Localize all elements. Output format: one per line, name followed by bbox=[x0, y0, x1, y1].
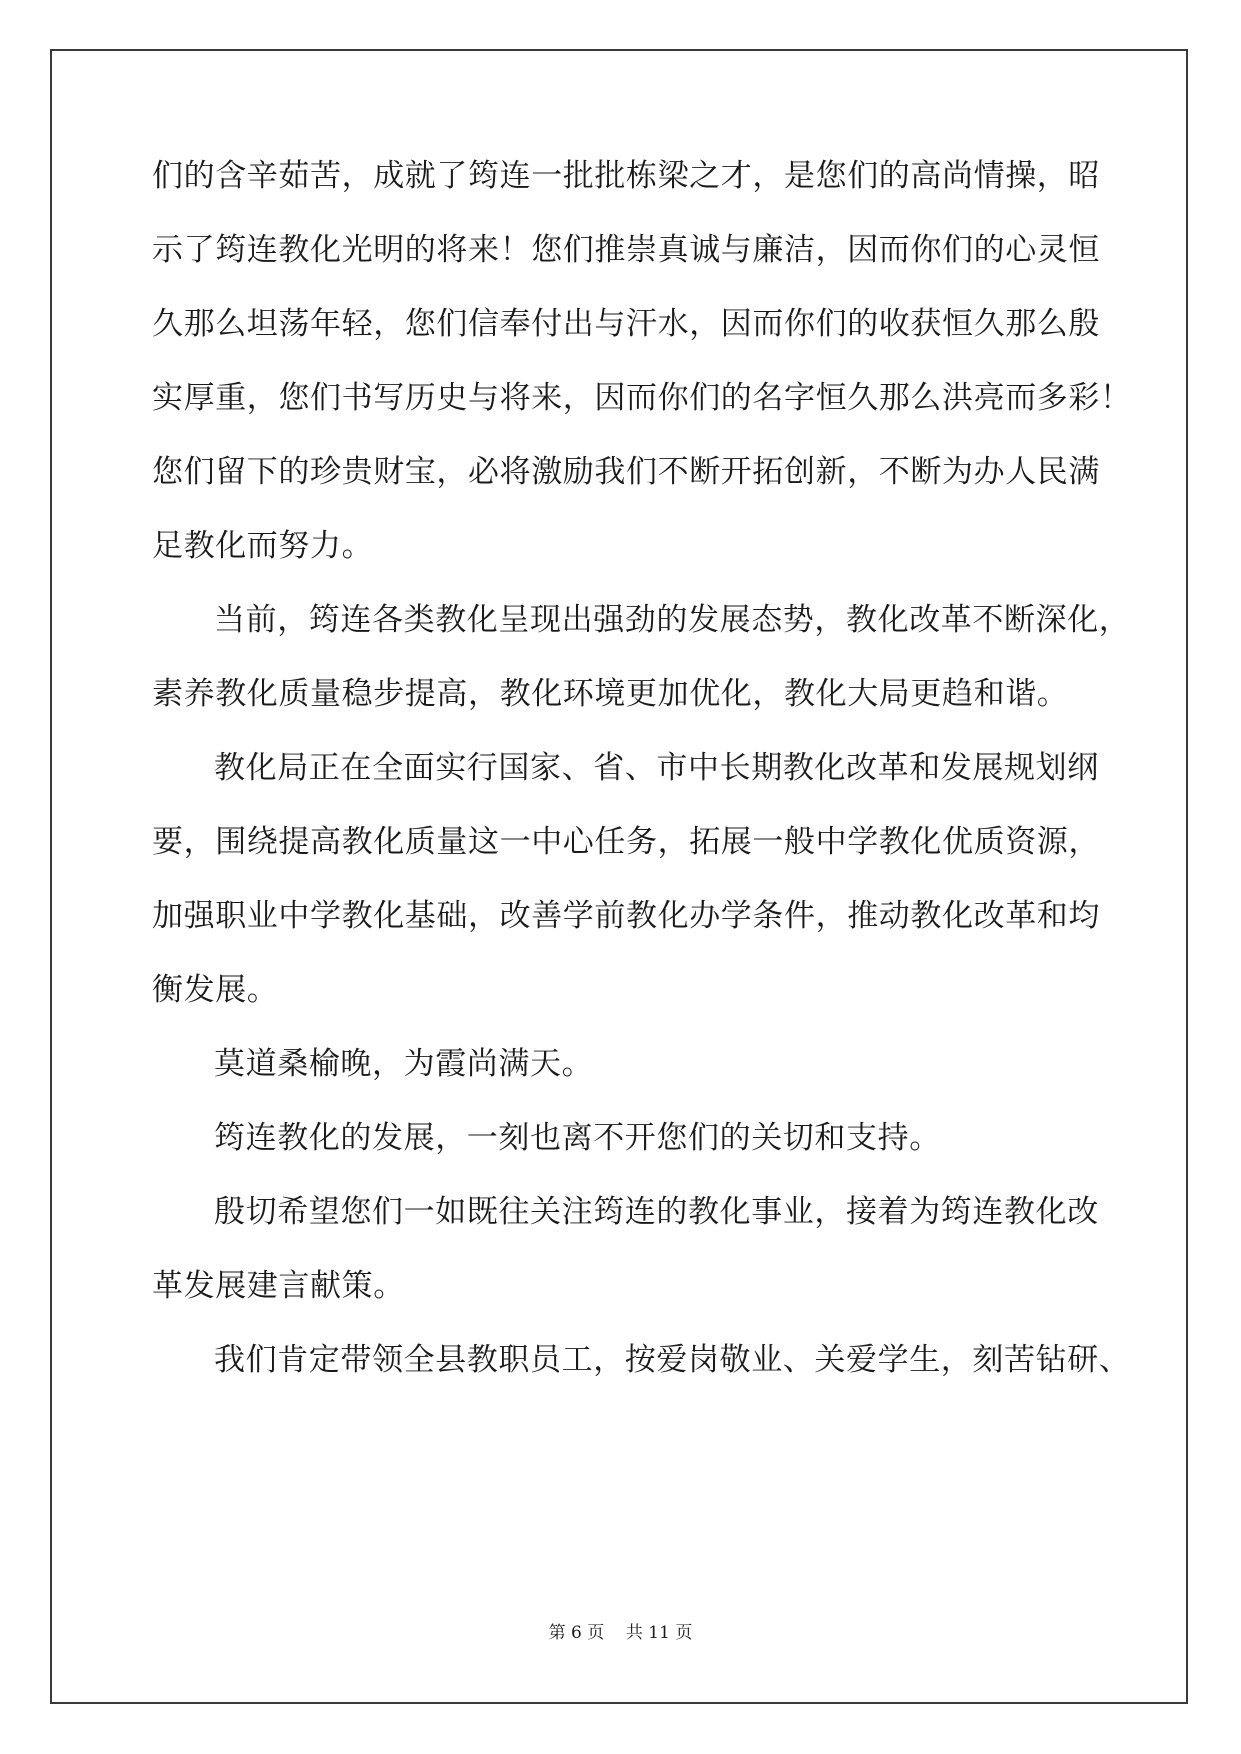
text-line: 革发展建言献策。 bbox=[152, 1268, 405, 1304]
paragraph-first-line: 殷切希望您们一如既往关注筠连的教化事业，接着为筠连教化改 bbox=[214, 1194, 1099, 1230]
text-line: 足教化而努力。 bbox=[152, 528, 374, 564]
paragraph-first-line: 莫道桑榆晚，为霞尚满天。 bbox=[214, 1046, 594, 1082]
paragraph-first-line: 当前，筠连各类教化呈现出强劲的发展态势，教化改革不断深化， bbox=[214, 602, 1131, 638]
text-line: 加强职业中学教化基础，改善学前教化办学条件，推动教化改革和均 bbox=[152, 898, 1100, 934]
text-line: 们的含辛茹苦，成就了筠连一批批栋梁之才，是您们的高尚情操，昭 bbox=[152, 158, 1100, 194]
text-line: 衡发展。 bbox=[152, 972, 279, 1008]
text-line: 示了筠连教化光明的将来！您们推崇真诚与廉洁，因而你们的心灵恒 bbox=[152, 232, 1100, 268]
page-total: 共 11 页 bbox=[625, 1623, 693, 1643]
page-number: 第 6 页 bbox=[548, 1623, 605, 1643]
text-line: 要，围绕提高教化质量这一中心任务，拓展一般中学教化优质资源， bbox=[152, 824, 1100, 860]
text-line: 久那么坦荡年轻，您们信奉付出与汗水，因而你们的收获恒久那么殷 bbox=[152, 306, 1100, 342]
text-line: 实厚重，您们书写历史与将来，因而你们的名字恒久那么洪亮而多彩！ bbox=[152, 380, 1132, 416]
page-footer bbox=[0, 1621, 1241, 1645]
paragraph-first-line: 筠连教化的发展，一刻也离不开您们的关切和支持。 bbox=[214, 1120, 941, 1156]
paragraph-first-line: 教化局正在全面实行国家、省、市中长期教化改革和发展规划纲 bbox=[214, 750, 1099, 786]
paragraph-first-line: 我们肯定带领全县教职员工，按爱岗敬业、关爱学生，刻苦钻研、 bbox=[214, 1342, 1131, 1378]
page-border bbox=[50, 49, 1188, 1704]
text-line: 素养教化质量稳步提高，教化环境更加优化，教化大局更趋和谐。 bbox=[152, 676, 1069, 712]
text-line: 您们留下的珍贵财宝，必将激励我们不断开拓创新，不断为办人民满 bbox=[152, 454, 1100, 490]
